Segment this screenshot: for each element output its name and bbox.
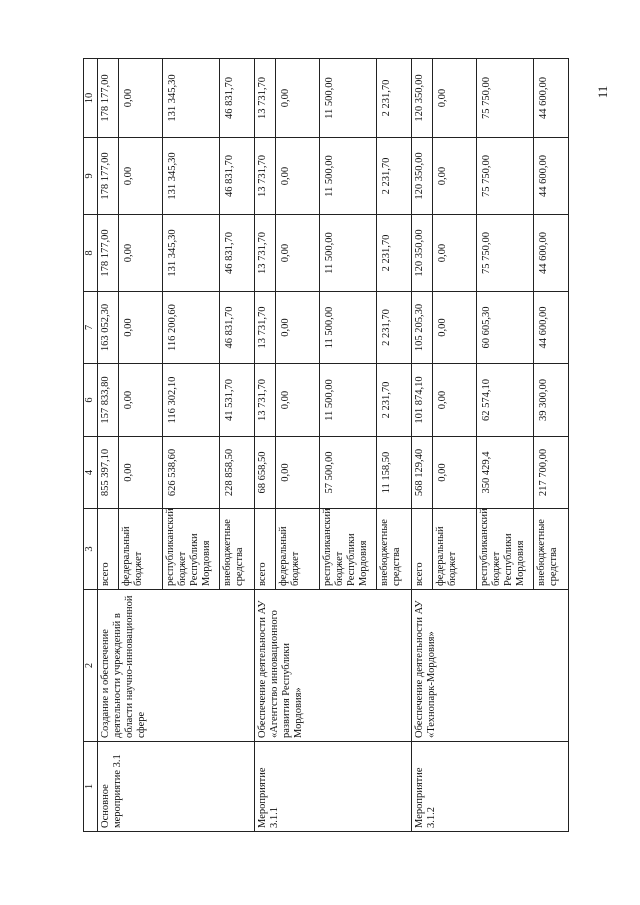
column-header: 7 <box>84 292 98 364</box>
amount-cell: 75 750,00 <box>477 138 534 215</box>
amount-cell: 60 605,30 <box>477 292 534 364</box>
amount-cell: 11 158,50 <box>377 437 412 509</box>
amount-cell: 0,00 <box>276 59 320 138</box>
funding-source: всего <box>412 509 433 590</box>
amount-cell: 13 731,70 <box>255 59 276 138</box>
amount-cell: 131 345,30 <box>163 59 220 138</box>
funding-source: всего <box>255 509 276 590</box>
amount-cell: 131 345,30 <box>163 138 220 215</box>
amount-cell: 178 177,00 <box>98 215 119 292</box>
amount-cell: 0,00 <box>119 364 163 437</box>
funding-source: республиканский бюджет Республики Мордовия <box>477 509 534 590</box>
column-header: 9 <box>84 138 98 215</box>
table-row <box>98 59 119 832</box>
amount-cell: 120 350,00 <box>412 138 433 215</box>
amount-cell: 13 731,70 <box>255 292 276 364</box>
amount-cell: 0,00 <box>119 215 163 292</box>
amount-cell: 157 833,80 <box>98 364 119 437</box>
measure-name: Создание и обеспечение деятельности учреждений в области научно-инновационной сфере <box>98 590 255 742</box>
amount-cell: 228 858,50 <box>220 437 255 509</box>
column-header: 3 <box>84 509 98 590</box>
table-row <box>412 59 433 832</box>
amount-cell: 178 177,00 <box>98 138 119 215</box>
amount-cell: 0,00 <box>433 59 477 138</box>
measure-code: Основное мероприятие 3.1 <box>98 742 255 832</box>
funding-source: федеральный бюджет <box>433 509 477 590</box>
amount-cell: 0,00 <box>433 138 477 215</box>
amount-cell: 568 129,40 <box>412 437 433 509</box>
amount-cell: 0,00 <box>433 292 477 364</box>
amount-cell: 0,00 <box>276 364 320 437</box>
funding-source: республиканский бюджет Республики Мордовия <box>163 509 220 590</box>
amount-cell: 39 300,00 <box>534 364 569 437</box>
amount-cell: 0,00 <box>276 292 320 364</box>
amount-cell: 0,00 <box>119 437 163 509</box>
funding-source: федеральный бюджет <box>276 509 320 590</box>
column-header: 4 <box>84 437 98 509</box>
amount-cell: 11 500,00 <box>320 364 377 437</box>
amount-cell: 13 731,70 <box>255 215 276 292</box>
amount-cell: 11 500,00 <box>320 292 377 364</box>
amount-cell: 178 177,00 <box>98 59 119 138</box>
amount-cell: 2 231,70 <box>377 292 412 364</box>
page-number: 11 <box>595 85 610 99</box>
measure-code: Мероприятие 3.1.2 <box>412 742 569 832</box>
amount-cell: 116 200,60 <box>163 292 220 364</box>
funding-source: внебюджетные средства <box>534 509 569 590</box>
amount-cell: 350 429,4 <box>477 437 534 509</box>
amount-cell: 75 750,00 <box>477 59 534 138</box>
amount-cell: 0,00 <box>433 364 477 437</box>
amount-cell: 46 831,70 <box>220 59 255 138</box>
amount-cell: 0,00 <box>433 215 477 292</box>
amount-cell: 44 600,00 <box>534 292 569 364</box>
funding-source: всего <box>98 509 119 590</box>
amount-cell: 105 205,30 <box>412 292 433 364</box>
amount-cell: 46 831,70 <box>220 215 255 292</box>
amount-cell: 120 350,00 <box>412 59 433 138</box>
amount-cell: 0,00 <box>276 138 320 215</box>
amount-cell: 75 750,00 <box>477 215 534 292</box>
funding-source: внебюджетные средства <box>377 509 412 590</box>
amount-cell: 46 831,70 <box>220 292 255 364</box>
amount-cell: 0,00 <box>119 59 163 138</box>
amount-cell: 163 052,30 <box>98 292 119 364</box>
amount-cell: 11 500,00 <box>320 59 377 138</box>
amount-cell: 46 831,70 <box>220 138 255 215</box>
budget-table-sheet <box>83 59 558 832</box>
measure-code: Мероприятие 3.1.1 <box>255 742 412 832</box>
amount-cell: 13 731,70 <box>255 138 276 215</box>
amount-cell: 2 231,70 <box>377 138 412 215</box>
amount-cell: 11 500,00 <box>320 215 377 292</box>
funding-source: внебюджетные средства <box>220 509 255 590</box>
column-header: 6 <box>84 364 98 437</box>
column-header: 1 <box>84 742 98 832</box>
amount-cell: 116 302,10 <box>163 364 220 437</box>
amount-cell: 855 397,10 <box>98 437 119 509</box>
amount-cell: 0,00 <box>119 138 163 215</box>
column-header: 10 <box>84 59 98 138</box>
amount-cell: 0,00 <box>433 437 477 509</box>
table-body <box>98 59 569 832</box>
amount-cell: 57 500,00 <box>320 437 377 509</box>
amount-cell: 131 345,30 <box>163 215 220 292</box>
table-row <box>255 59 276 832</box>
funding-source: республиканский бюджет Республики Мордовия <box>320 509 377 590</box>
amount-cell: 0,00 <box>276 437 320 509</box>
amount-cell: 44 600,00 <box>534 59 569 138</box>
amount-cell: 44 600,00 <box>534 138 569 215</box>
measure-name: Обеспечение деятельности АУ «Агентство инновационного развития Республики Мордовия» <box>255 590 412 742</box>
column-header: 2 <box>84 590 98 742</box>
amount-cell: 0,00 <box>276 215 320 292</box>
amount-cell: 217 700,00 <box>534 437 569 509</box>
funding-source: федеральный бюджет <box>119 509 163 590</box>
amount-cell: 120 350,00 <box>412 215 433 292</box>
amount-cell: 0,00 <box>119 292 163 364</box>
amount-cell: 68 658,50 <box>255 437 276 509</box>
column-header: 8 <box>84 215 98 292</box>
amount-cell: 2 231,70 <box>377 59 412 138</box>
amount-cell: 44 600,00 <box>534 215 569 292</box>
measure-name: Обеспечение деятельности АУ «Технопарк-Мордовия» <box>412 590 569 742</box>
amount-cell: 626 538,60 <box>163 437 220 509</box>
amount-cell: 2 231,70 <box>377 215 412 292</box>
amount-cell: 101 874,10 <box>412 364 433 437</box>
amount-cell: 62 574,10 <box>477 364 534 437</box>
amount-cell: 13 731,70 <box>255 364 276 437</box>
table-header-row <box>84 59 98 832</box>
amount-cell: 41 531,70 <box>220 364 255 437</box>
amount-cell: 11 500,00 <box>320 138 377 215</box>
amount-cell: 2 231,70 <box>377 364 412 437</box>
budget-table <box>83 58 569 832</box>
